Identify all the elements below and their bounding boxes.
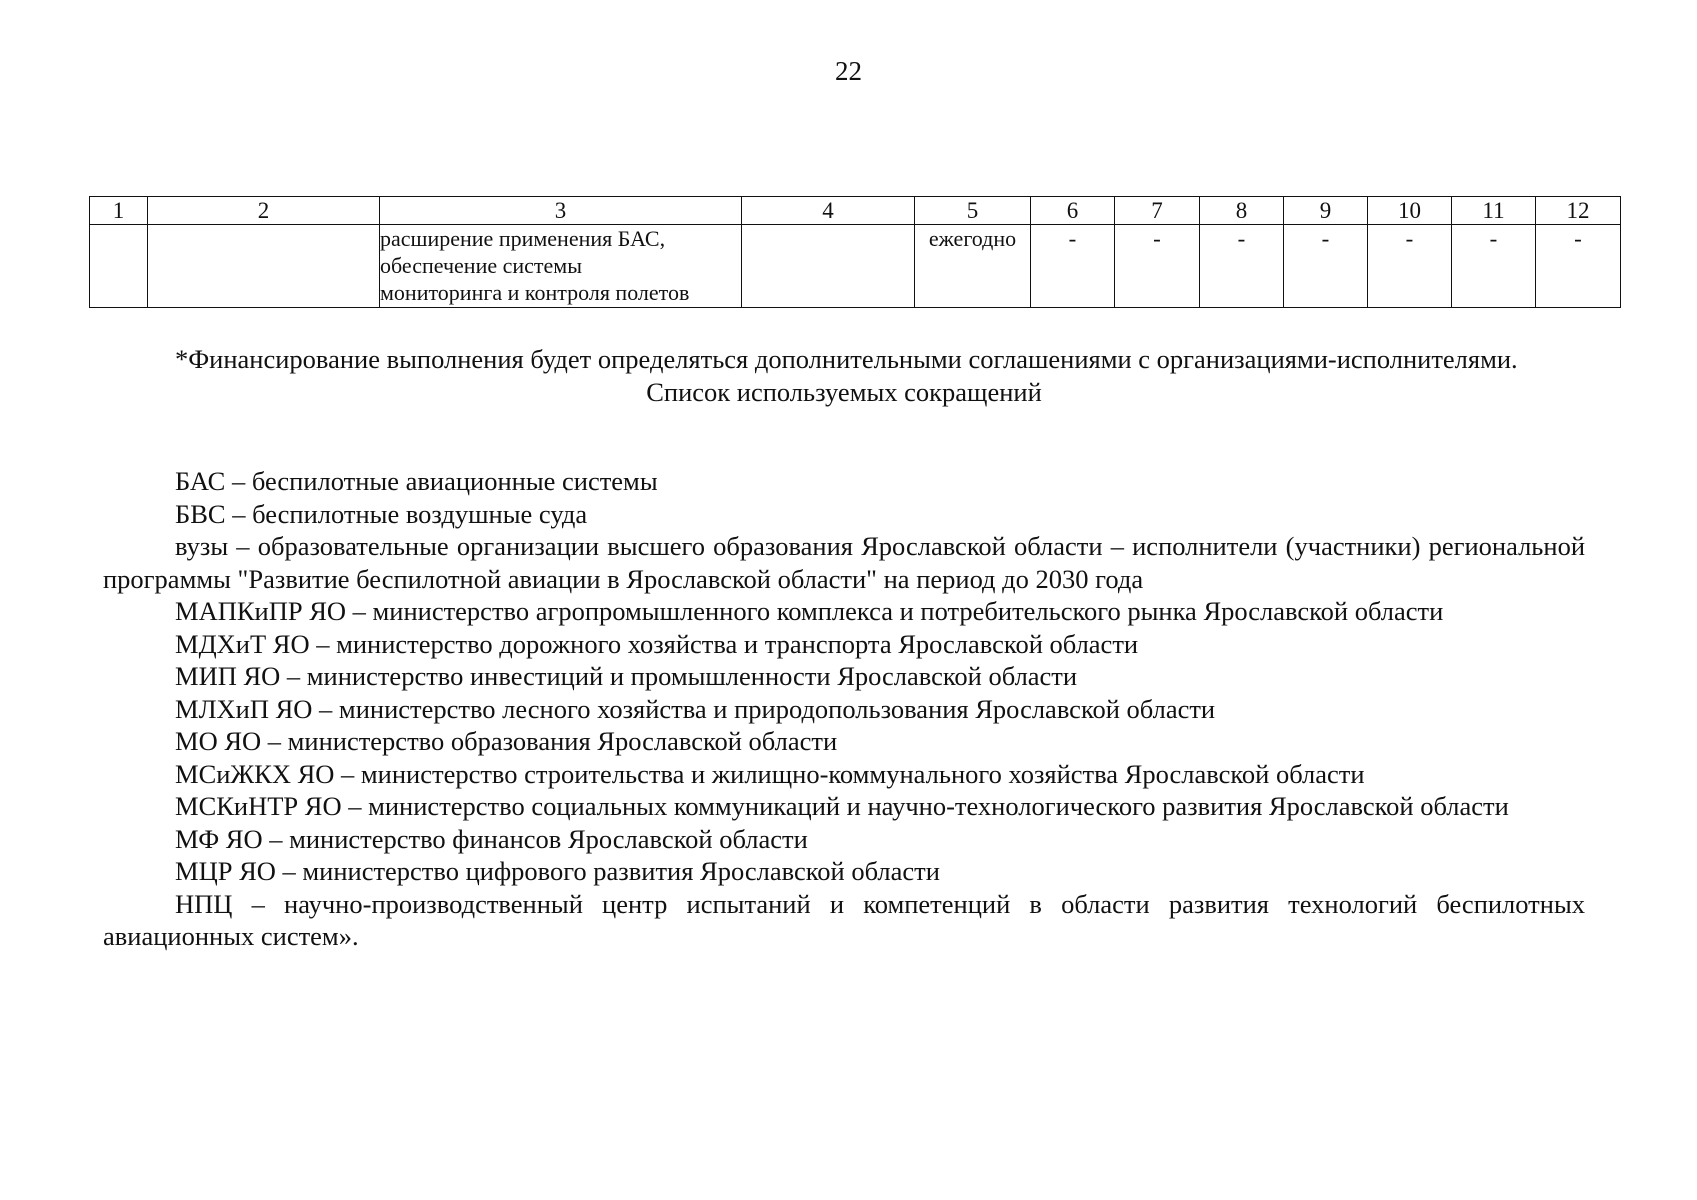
footnote-block — [103, 343, 1585, 408]
value-cell: - — [1284, 225, 1368, 308]
page-number: 22 — [835, 56, 862, 86]
column-number: 2 — [148, 197, 380, 225]
value-cell: - — [1200, 225, 1284, 308]
abbreviation-item: БВС – беспилотные воздушные суда — [175, 498, 588, 529]
measure-description-cell — [380, 225, 742, 308]
abbreviation-item: вузы – образовательные организации высшего образования Ярославской области – исполнители (участники) региональной программы "Развитие беспилотной авиации в Ярославской области" на период до 2030 года — [103, 531, 1585, 594]
column-number: 7 — [1115, 197, 1200, 225]
column-number: 9 — [1284, 197, 1368, 225]
financing-footnote: *Финансирование выполнения будет определяться дополнительными соглашениями с организациями-исполнителями. — [175, 344, 1518, 374]
measures-table — [89, 196, 1621, 308]
abbreviations-title: Список используемых сокращений — [646, 376, 1042, 407]
table-cell — [90, 225, 148, 308]
column-number: 5 — [915, 197, 1031, 225]
abbreviation-item: МЛХиП ЯО – министерство лесного хозяйства и природопользования Ярославской области — [175, 693, 1216, 724]
table-header-row — [90, 197, 1621, 225]
frequency-cell: ежегодно — [915, 225, 1031, 308]
measure-description-line: мониторинга и контроля полетов — [380, 280, 690, 305]
value-cell: - — [1368, 225, 1452, 308]
abbreviation-item: МСиЖКХ ЯО – министерство строительства и жилищно-коммунального хозяйства Ярославской области — [175, 758, 1365, 789]
abbreviation-item: МАПКиПР ЯО – министерство агропромышленного комплекса и потребительского рынка Ярославской области — [175, 596, 1444, 626]
table-cell — [742, 225, 915, 308]
column-number: 1 — [90, 197, 148, 225]
column-number: 12 — [1536, 197, 1621, 225]
abbreviation-item: МИП ЯО – министерство инвестиций и промышленности Ярославской области — [175, 661, 1078, 691]
table-cell — [148, 225, 380, 308]
column-number: 11 — [1452, 197, 1536, 225]
column-number: 8 — [1200, 197, 1284, 225]
value-cell: - — [1031, 225, 1115, 308]
abbreviations-list — [103, 465, 1585, 953]
abbreviation-item: МСКиНТР ЯО – министерство социальных коммуникаций и научно-технологического развития Ярославской области — [175, 791, 1509, 821]
column-number: 3 — [380, 197, 742, 225]
value-cell: - — [1452, 225, 1536, 308]
column-number: 10 — [1368, 197, 1452, 225]
abbreviation-item: МЦР ЯО – министерство цифрового развития Ярославской области — [175, 856, 940, 886]
abbreviation-item: НПЦ – научно-производственный центр испытаний и компетенций в области развития технологий беспилотных авиационных систем». — [103, 888, 1585, 951]
abbreviation-item: МФ ЯО – министерство финансов Ярославской области — [175, 823, 808, 854]
table-row — [90, 225, 1621, 308]
value-cell: - — [1536, 225, 1621, 308]
value-cell: - — [1115, 225, 1200, 308]
abbreviation-item: МДХиТ ЯО – министерство дорожного хозяйства и транспорта Ярославской области — [175, 628, 1139, 659]
measure-description-line: расширение применения БАС, — [380, 226, 666, 251]
abbreviation-item: БАС – беспилотные авиационные системы — [175, 466, 658, 496]
column-number: 4 — [742, 197, 915, 225]
column-number: 6 — [1031, 197, 1115, 225]
measure-description-line: обеспечение системы — [380, 253, 582, 278]
abbreviation-item: МО ЯО – министерство образования Ярославской области — [175, 726, 838, 756]
